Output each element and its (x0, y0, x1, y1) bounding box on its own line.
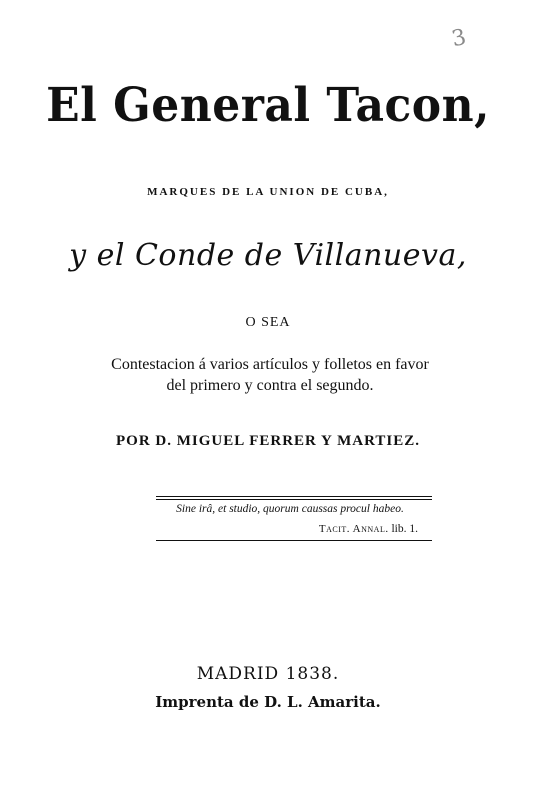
description-line-1: Contestacion á varios artículos y folletos en favor (111, 356, 429, 373)
epigraph-top-rule (156, 496, 432, 497)
description (40, 354, 500, 396)
imprint-year: 1838. (285, 664, 340, 684)
epigraph-bottom-rule (156, 540, 432, 541)
connector-text: O SEA (245, 315, 291, 330)
epigraph-source (150, 523, 418, 535)
epigraph-source-name: Tacit. Annal. (318, 523, 389, 535)
epigraph-top-rule-thin (156, 499, 432, 500)
description-line-2: del primero y contra el segundo. (166, 377, 374, 394)
book-title: El General Tacon, (46, 78, 490, 133)
epigraph-quote: Sine irâ, et studio, quorum caussas procul habeo. (176, 503, 404, 515)
epigraph-source-ref: lib. 1. (391, 523, 418, 535)
subtitle: MARQUES DE LA UNION DE CUBA, (147, 186, 389, 198)
author-line: POR D. MIGUEL FERRER Y MARTIEZ. (116, 433, 420, 449)
script-subtitle: y el Conde de Villanueva, (69, 238, 467, 273)
imprint-place: MADRID (196, 664, 280, 684)
imprint-place-year (0, 664, 536, 684)
imprint-printer: Imprenta de D. L. Amarita. (155, 693, 381, 711)
page-number-mark: 3 (449, 24, 469, 53)
